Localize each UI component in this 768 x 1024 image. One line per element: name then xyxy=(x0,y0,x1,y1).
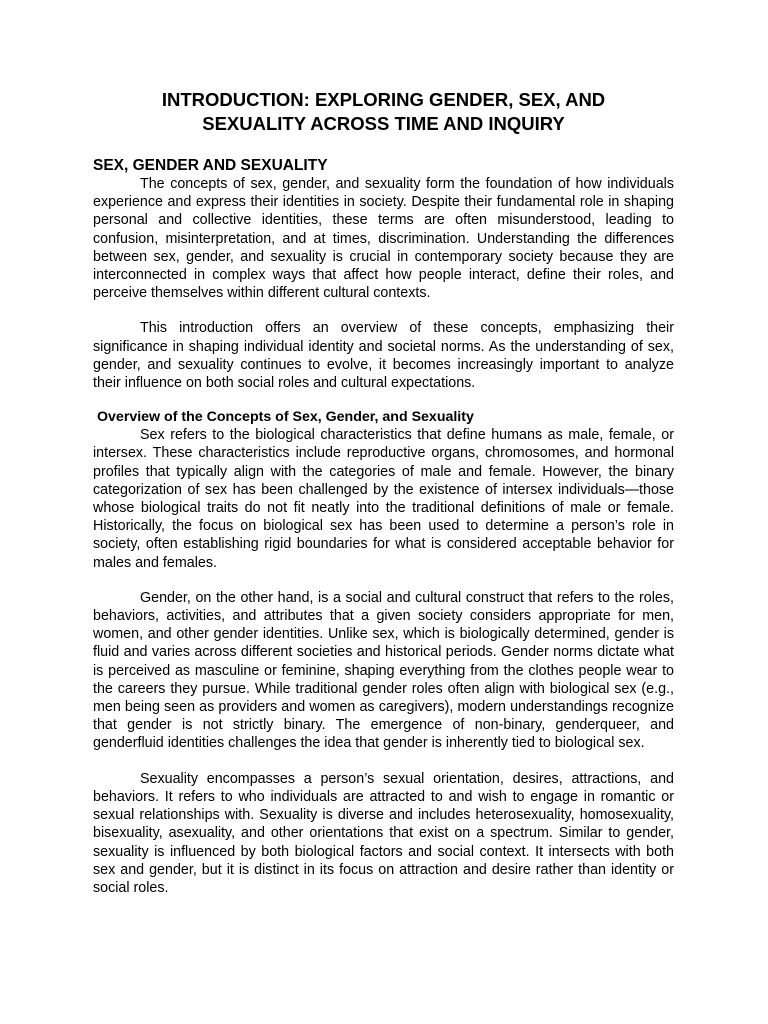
sex-paragraph: Sex refers to the biological characteristics that define humans as male, female, or intersex. These characteristics include reproductive organs, chromosomes, and hormonal profiles that typically align with the categories of male and female. However, the binary categorization of sex has been challenged by the existence of intersex individuals—those whose biological traits do not fit neatly into the traditional definitions of male or female. Historically, the focus on biological sex has been used to determine a person’s role in society, often establishing rigid boundaries for what is considered acceptable behavior for males and females. xyxy=(93,427,674,571)
intro-paragraph-1: The concepts of sex, gender, and sexuality form the foundation of how individuals experience and express their identities in society. Despite their fundamental role in shaping personal and collective identities, these terms are often misunderstood, leading to confusion, misinterpretation, and at times, discrimination. Understanding the differences between sex, gender, and sexuality is crucial in contemporary society because they are interconnected in complex ways that affect how people interact, define their roles, and perceive themselves within different cultural contexts. xyxy=(93,176,674,302)
overview-heading: Overview of the Concepts of Sex, Gender, and Sexuality xyxy=(97,409,474,426)
gender-paragraph: Gender, on the other hand, is a social and cultural construct that refers to the roles, behaviors, activities, and attributes that a given society considers appropriate for men, women, and other gender identities. Unlike sex, which is biologically determined, gender is fluid and varies across different societies and historical periods. Gender norms dictate what is perceived as masculine or feminine, shaping everything from the clothes people wear to the careers they pursue. While traditional gender roles often align with biological sex (e.g., men being seen as providers and women as caregivers), modern understandings recognize that gender is not strictly binary. The emergence of non-binary, genderqueer, and genderfluid identities challenges the idea that gender is inherently tied to biological sex. xyxy=(93,589,674,752)
section-heading: SEX, GENDER AND SEXUALITY xyxy=(93,157,328,174)
title-line-1: INTRODUCTION: EXPLORING GENDER, SEX, AND xyxy=(161,89,606,110)
document-page xyxy=(93,88,674,897)
document-title xyxy=(93,88,674,136)
sexuality-paragraph: Sexuality encompasses a person’s sexual orientation, desires, attractions, and behaviors. It refers to who individuals are attracted to and wish to engage in romantic or sexual relationships with. Sexuality is diverse and includes heterosexuality, homosexuality, bisexuality, asexuality, and other orientations that exist on a spectrum. Similar to gender, sexuality is influenced by both biological factors and social context. It intersects with both sex and gender, but it is distinct in its focus on attraction and desire rather than identity or social roles. xyxy=(93,770,674,896)
title-line-2: SEXUALITY ACROSS TIME AND INQUIRY xyxy=(202,113,565,134)
intro-paragraph-2: This introduction offers an overview of these concepts, emphasizing their significance in shaping individual identity and societal norms. As the understanding of sex, gender, and sexuality continues to evolve, it becomes increasingly important to analyze their influence on both social roles and cultural expectations. xyxy=(93,320,674,392)
